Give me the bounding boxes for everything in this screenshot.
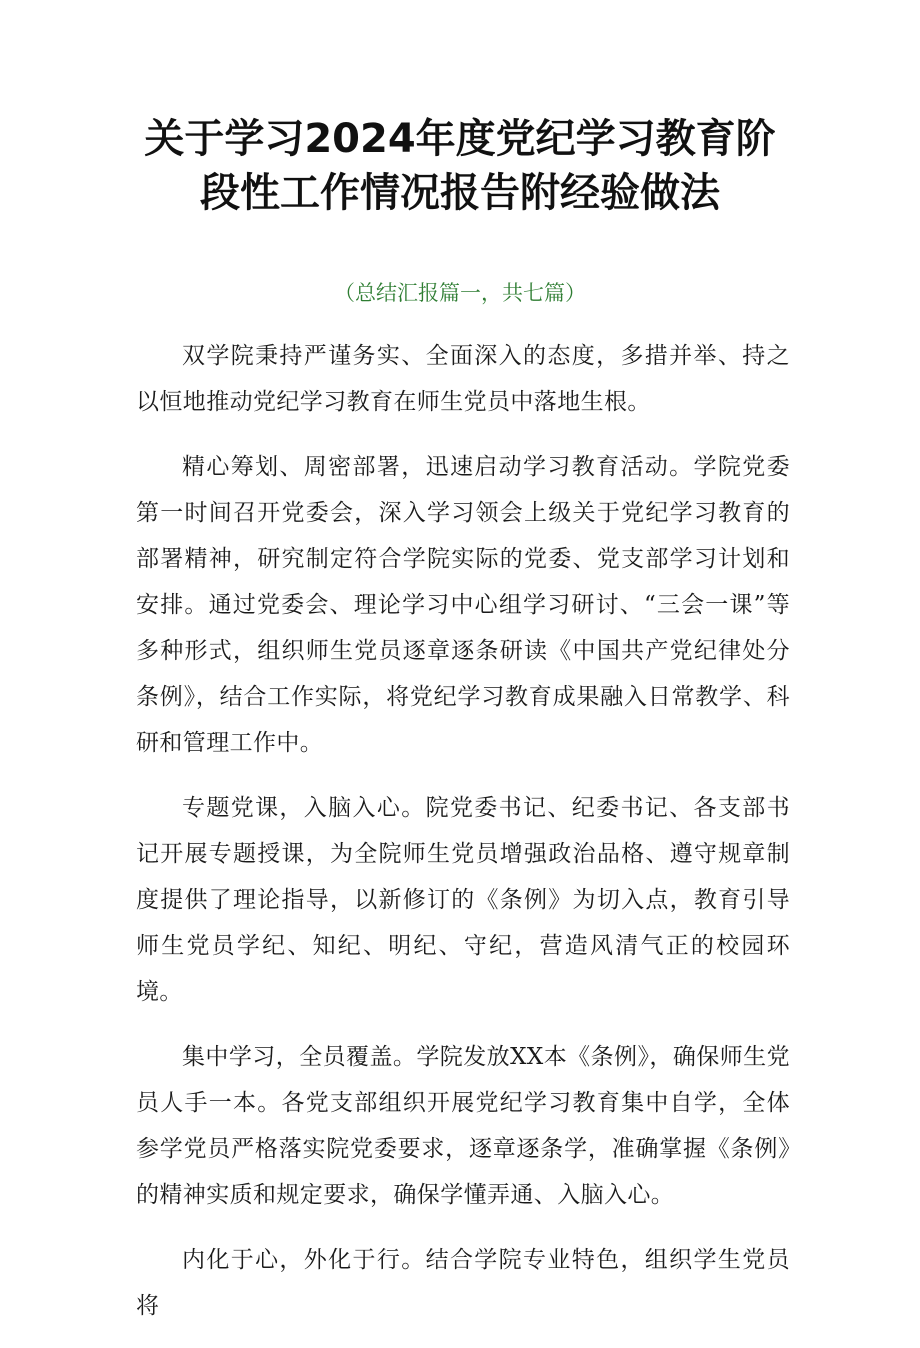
paragraph: 集中学习，全员覆盖。学院发放XX本《条例》，确保师生党员人手一本。各党支部组织开展党纪学习教育集中自学，全体参学党员严格落实院党委要求，逐章逐条学，准确掌握《条例》的精神实质和规定要求，确保学懂弄通、入脑入心。 — [136, 1044, 790, 1208]
document-body — [136, 333, 790, 1348]
document-subtitle: （总结汇报篇一，共七篇） — [334, 281, 586, 305]
paragraph: 专题党课，入脑入心。院党委书记、纪委书记、各支部书记开展专题授课，为全院师生党员增强政治品格、遵守规章制度提供了理论指导，以新修订的《条例》为切入点，教育引导师生党员学纪、知纪、明纪、守纪，营造风清气正的校园环境。 — [136, 795, 790, 1005]
paragraph: 精心筹划、周密部署，迅速启动学习教育活动。学院党委第一时间召开党委会，深入学习领会上级关于党纪学习教育的部署精神，研究制定符合学院实际的党委、党支部学习计划和安排。通过党委会、理论学习中心组学习研讨、“三会一课”等多种形式，组织师生党员逐章逐条研读《中国共产党纪律处分条例》，结合工作实际，将党纪学习教育成果融入日常教学、科研和管理工作中。 — [136, 454, 790, 756]
paragraph: 内化于心，外化于行。结合学院专业特色，组织学生党员将 — [136, 1247, 790, 1319]
document-title: 关于学习2024年度党纪学习教育阶段性工作情况报告附经验做法 — [144, 116, 776, 216]
paragraph: 双学院秉持严谨务实、全面深入的态度，多措并举、持之以恒地推动党纪学习教育在师生党员中落地生根。 — [136, 343, 790, 415]
